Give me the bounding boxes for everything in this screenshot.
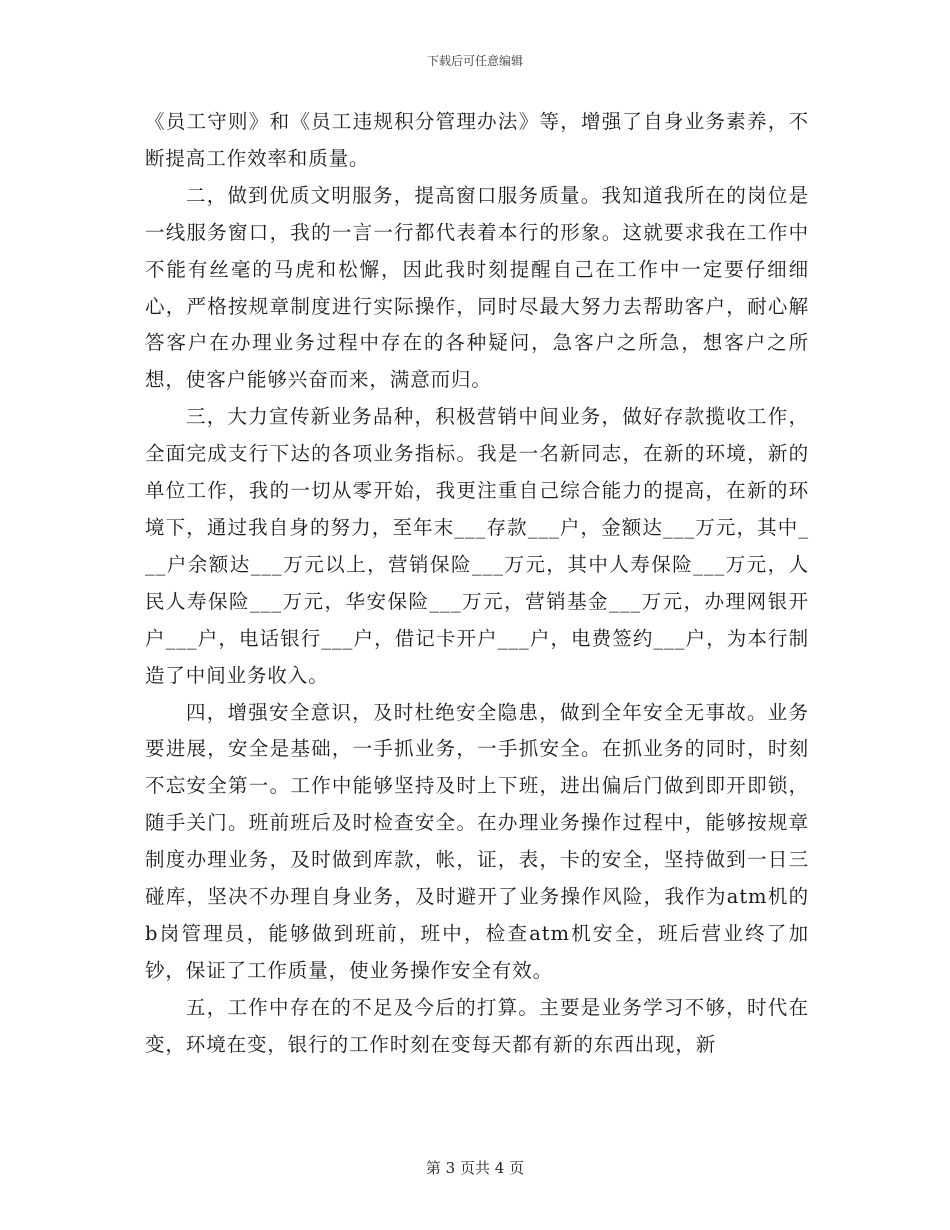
document-body — [145, 104, 809, 1064]
paragraph-business-promotion: 三，大力宣传新业务品种，积极营销中间业务，做好存款揽收工作，全面完成支行下达的各项业务指标。我是一名新同志，在新的环境，新的单位工作，我的一切从零开始，我更注重自己综合能力的提高，在新的环境下，通过我自身的努力，至年末___存款___户，金额达___万元，其中___户余额达___万元以上，营销保险___万元，其中人寿保险___万元，人民人寿保险___万元，华安保险___万元，营销基金___万元，办理网银开户___户，电话银行___户，借记卡开户___户，电费签约___户，为本行制造了中间业务收入。 — [145, 405, 809, 687]
page-number: 第 3 页共 4 页 — [425, 1159, 525, 1177]
paragraph-shortcomings: 五，工作中存在的不足及今后的打算。主要是业务学习不够，时代在变，环境在变，银行的工作时刻在变每天都有新的东西出现，新 — [145, 995, 809, 1056]
paragraph-continuation: 《员工守则》和《员工违规积分管理办法》等，增强了自身业务素养，不断提高工作效率和质量。 — [145, 110, 809, 170]
paragraph-service-quality: 二，做到优质文明服务，提高窗口服务质量。我知道我所在的岗位是一线服务窗口，我的一言一行都代表着本行的形象。这就要求我在工作中不能有丝毫的马虎和松懈，因此我时刻提醒自己在工作中一定要仔细细心，严格按规章制度进行实际操作，同时尽最大努力去帮助客户，耐心解答客户在办理业务过程中存在的各种疑问，急客户之所急，想客户之所想，使客户能够兴奋而来，满意而归。 — [145, 183, 809, 392]
paragraph-safety: 四，增强安全意识，及时杜绝安全隐患，做到全年安全无事故。业务要进展，安全是基础，一手抓业务，一手抓安全。在抓业务的同时，时刻不忘安全第一。工作中能够坚持及时上下班，进出偏后门做到即开即锁，随手关门。班前班后及时检查安全。在办理业务操作过程中，能够按规章制度办理业务，及时做到库款，帐，证，表，卡的安全，坚持做到一日三碰库，坚决不办理自身业务，及时避开了业务操作风险，我作为atm机的b岗管理员，能够做到班前，班中，检查atm机安全，班后营业终了加钞，保证了工作质量，使业务操作安全有效。 — [145, 700, 809, 982]
page-header-note: 下载后可任意编辑 — [426, 54, 523, 68]
